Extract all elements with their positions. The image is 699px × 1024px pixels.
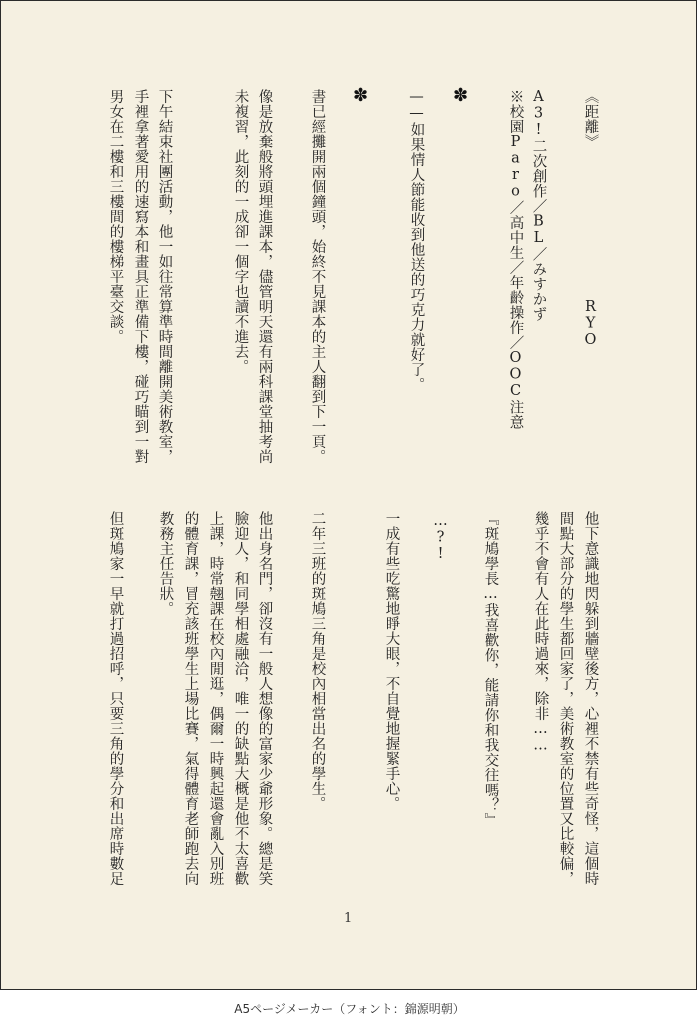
text-line: 男女在二樓和三樓間的樓梯平臺交談。 — [107, 89, 124, 344]
meta-line-1: A3!二次創作／BL／みすかず — [530, 89, 547, 322]
text-line: 臉迎人，和同學相處融洽，唯一的缺點大概是他不太喜歡 — [232, 511, 249, 886]
meta-line-2: ※校園Paro／高中生／年齡操作／OOC注意 — [507, 89, 524, 430]
text-line: 教務主任告狀。 — [157, 511, 174, 616]
text-line: 『斑鳩學長…我喜歡你，能請你和我交往嗎？』 — [482, 511, 499, 828]
section-mark-1: ✽ — [453, 85, 469, 106]
text-line: 一成有些吃驚地睜大眼，不自覺地握緊手心。 — [383, 511, 400, 811]
text-line: 但斑鳩家一早就打過招呼，只要三角的學分和出席時數足 — [107, 511, 124, 886]
text-line: …?! — [432, 513, 449, 563]
text-line: 手裡拿著愛用的速寫本和畫具正準備下樓，碰巧瞄到一對 — [132, 89, 149, 464]
text-line: 上課，時常翹課在校內閒逛，偶爾一時興起還會亂入別班 — [207, 511, 224, 886]
text-line: 幾乎不會有人在此時過來，除非…… — [532, 511, 549, 754]
text-line: 像是放棄般將頭埋進課本，儘管明天還有兩科課堂抽考尚 — [256, 89, 273, 464]
document-title: 《距離》 — [582, 89, 599, 149]
text-line: 間點大部分的學生都回家了，美術教室的位置又比較偏， — [557, 511, 574, 886]
text-line: 未複習，此刻的一成卻一個字也讀不進去。 — [232, 89, 249, 374]
page-number: 1 — [344, 911, 353, 926]
text-line: 下午結束社團活動，他一如往常算準時間離開美術教室， — [156, 89, 173, 464]
section-mark-2: ✽ — [353, 85, 369, 106]
text-line: 書已經攤開兩個鐘頭，始終不見課本的主人翻到下一頁。 — [309, 89, 326, 464]
footer-caption: A5ページメーカー（フォント：錦源明朝） — [234, 1002, 465, 1016]
author-name: RYO — [582, 299, 599, 349]
text-line: ——如果情人節能收到他送的巧克力就好了。 — [408, 89, 425, 392]
text-line: 的體育課，冒充該班學生上場比賽，氣得體育老師跑去向 — [182, 511, 199, 886]
text-line: 他下意識地閃躲到牆壁後方，心裡不禁有些奇怪，這個時 — [582, 511, 599, 886]
text-line: 二年三班的斑鳩三角是校內相當出名的學生。 — [309, 511, 326, 811]
text-line: 他出身名門，卻沒有一般人想像的富家少爺形象。總是笑 — [256, 511, 273, 886]
